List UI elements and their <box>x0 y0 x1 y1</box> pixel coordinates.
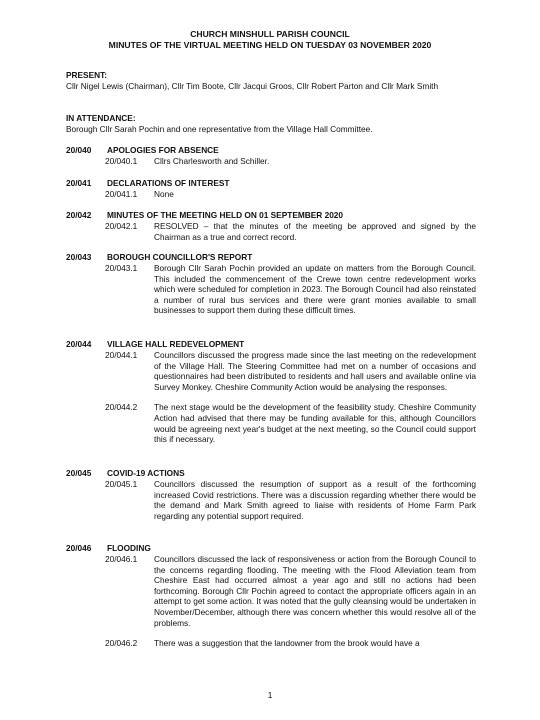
item-text: Borough Cllr Sarah Pochin provided an update on matters from the Borough Council. This included the commencement of the Crewe town centre redevelopment works which were scheduled for completion in 2023. The Borough Council had also reinstated a number of rural bus services and there were grant monies available to small businesses to support them during these difficult times. <box>154 263 476 316</box>
section-number: 20/045 <box>66 468 92 478</box>
section-title: MINUTES OF THE MEETING HELD ON 01 SEPTEMBER 2020 <box>107 210 344 220</box>
section-title: VILLAGE HALL REDEVELOPMENT <box>107 339 245 349</box>
item-number: 20/044.1 <box>105 350 138 360</box>
attendance-text: Borough Cllr Sarah Pochin and one representative from the Village Hall Committee. <box>66 123 373 134</box>
section-covid-actions <box>66 468 476 521</box>
minute-item <box>105 479 476 521</box>
item-text: There was a suggestion that the landowner from the brook would have a <box>154 638 420 649</box>
minute-item <box>105 638 476 649</box>
attendance-block <box>66 113 474 134</box>
section-flooding <box>66 543 476 649</box>
minutes-title: MINUTES OF THE VIRTUAL MEETING HELD ON TUESDAY 03 NOVEMBER 2020 <box>108 39 432 50</box>
section-number: 20/042 <box>66 210 92 220</box>
section-apologies <box>66 145 476 167</box>
section-number: 20/041 <box>66 178 92 188</box>
minute-item <box>105 402 476 444</box>
section-title: BOROUGH COUNCILLOR'S REPORT <box>107 252 253 262</box>
council-name: CHURCH MINSHULL PARISH COUNCIL <box>190 29 350 39</box>
item-number: 20/044.2 <box>105 402 138 413</box>
present-block <box>66 70 474 91</box>
section-borough-report <box>66 252 476 316</box>
minute-item <box>105 156 476 167</box>
item-number: 20/045.1 <box>105 479 138 489</box>
section-number: 20/044 <box>66 339 92 349</box>
section-village-hall <box>66 339 476 445</box>
item-number: 20/046.2 <box>105 638 138 649</box>
item-text: Councillors discussed the lack of responsiveness or action from the Borough Council to the concerns regarding flooding. The meeting with the Flood Alleviation team from Cheshire East had occurred almost a year ago and still no actions had been forthcoming. Borough Cllr Pochin agreed to contact the appropriate officers again in an attempt to get some action. It was noted that the gully cleansing would be undertaken in November/December, although there was concern whether this would resolve all of the problems. <box>154 554 476 628</box>
page-number: 1 <box>267 690 273 700</box>
section-number: 20/040 <box>66 145 92 155</box>
attendance-label: IN ATTENDANCE: <box>66 113 136 123</box>
item-text: None <box>154 189 174 199</box>
section-title: DECLARATIONS OF INTEREST <box>107 178 230 188</box>
section-declarations <box>66 178 476 200</box>
item-number: 20/041.1 <box>105 189 138 199</box>
document-header <box>0 29 540 50</box>
item-number: 20/043.1 <box>105 263 138 273</box>
section-number: 20/043 <box>66 252 92 262</box>
item-text: The next stage would be the development of the feasibility study. Cheshire Community Action had advised that there may be funding available for this, although Councillors would be agreeing next year's budget at the next meeting, so the Council could support this if necessary. <box>154 402 476 445</box>
section-title: APOLOGIES FOR ABSENCE <box>107 145 219 155</box>
item-text: Councillors discussed the resumption of support as a result of the forthcoming increased Covid restrictions. There was a discussion regarding whether there would be the demand and Mark Smith agreed to liaise with residents of Home Farm Park regarding any potential support required. <box>154 479 476 521</box>
item-text: Councillors discussed the progress made since the last meeting on the redevelopment of the Village Hall. The Steering Committee had met on a number of occasions and questionnaires had been distributed to residents and hall users and available online via Survey Monkey. Cheshire Community Action would be analysing the responses. <box>154 350 476 392</box>
section-previous-minutes <box>66 210 476 242</box>
section-title: FLOODING <box>107 543 151 553</box>
present-label: PRESENT: <box>66 70 108 80</box>
item-number: 20/042.1 <box>105 221 138 231</box>
item-text: Cllrs Charlesworth and Schiller. <box>154 156 270 166</box>
minute-item <box>105 221 476 242</box>
minute-item <box>105 554 476 628</box>
minute-item <box>105 189 476 200</box>
minute-item <box>105 263 476 316</box>
item-text: RESOLVED – that the minutes of the meeting be approved and signed by the Chairman as a true and correct record. <box>154 221 476 242</box>
section-title: COVID-19 ACTIONS <box>107 468 185 478</box>
section-number: 20/046 <box>66 543 92 553</box>
minute-item <box>105 350 476 392</box>
item-number: 20/040.1 <box>105 156 138 166</box>
item-number: 20/046.1 <box>105 554 138 564</box>
present-text: Cllr Nigel Lewis (Chairman), Cllr Tim Boote, Cllr Jacqui Groos, Cllr Robert Parton and Cllr Mark Smith <box>66 80 439 91</box>
